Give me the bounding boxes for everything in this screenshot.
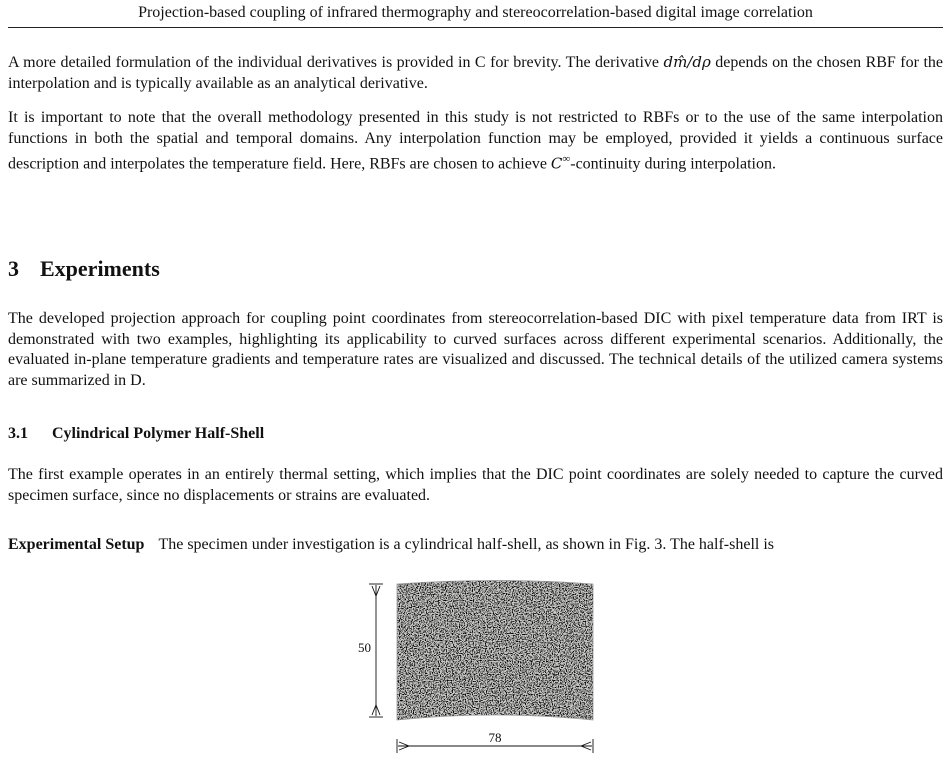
section-heading xyxy=(8,256,160,282)
figure-specimen xyxy=(350,578,610,760)
section-title: Experiments xyxy=(40,256,160,281)
experimental-setup-text: The specimen under investigation is a cylindrical half-shell, as shown in Fig. 3. The half-shell is xyxy=(158,536,775,553)
speckle-pattern xyxy=(390,578,600,728)
continuity-math: C xyxy=(550,154,563,173)
subsection-number: 3.1 xyxy=(8,425,28,442)
derivative-math: dm̂/dρ xyxy=(663,53,711,71)
height-dimension xyxy=(369,584,383,717)
paragraph-experimental-setup xyxy=(8,535,943,556)
paragraph-derivatives-text-b: depends on the chosen RBF for the interpolation and is typically available as an analytical derivative. xyxy=(8,54,943,92)
header-rule xyxy=(8,27,943,28)
width-label: 78 xyxy=(488,730,502,745)
paragraph-experiments-intro: The developed projection approach for coupling point coordinates from stereocorrelation-based DIC with pixel temperature data from IRT is demonstrated with two examples, highlighting its applicability to curved surfaces across different experimental scenarios. Additionally, the evaluated in-plane temperature gradients and temperature rates are visualized and discussed. The technical details of the utilized camera systems are summarized in D. xyxy=(8,310,943,389)
section-number: 3 xyxy=(8,256,19,281)
subsection-title: Cylindrical Polymer Half-Shell xyxy=(52,425,265,442)
height-label: 50 xyxy=(358,640,371,655)
experimental-setup-runin: Experimental Setup xyxy=(8,536,145,553)
paragraph-methodology-text-b: -continuity during interpolation. xyxy=(570,155,776,173)
subsection-heading xyxy=(8,424,264,444)
specimen-drawing xyxy=(350,578,610,760)
continuity-superscript: ∞ xyxy=(562,153,571,165)
paragraph-methodology-text-a: It is important to note that the overall methodology presented in this study is not restricted to RBFs or to the use of the same interpolation functions in both the spatial and temporal domains. Any interpolation function may be employed, provided it yields a continuous surface description and interpolates the temperature field. Here, RBFs are chosen to achieve xyxy=(8,109,943,173)
paragraph-thermal-setting: The first example operates in an entirely thermal setting, which implies that the DIC point coordinates are solely needed to capture the curved specimen surface, since no displacements or strains are evaluated. xyxy=(8,466,943,504)
paragraph-derivatives xyxy=(8,52,943,94)
paragraph-methodology xyxy=(8,108,943,175)
paragraph-derivatives-text-a: A more detailed formulation of the individual derivatives is provided in C for brevity. The derivative xyxy=(8,54,664,71)
running-head: Projection-based coupling of infrared thermography and stereocorrelation-based digital image correlation xyxy=(138,4,813,21)
